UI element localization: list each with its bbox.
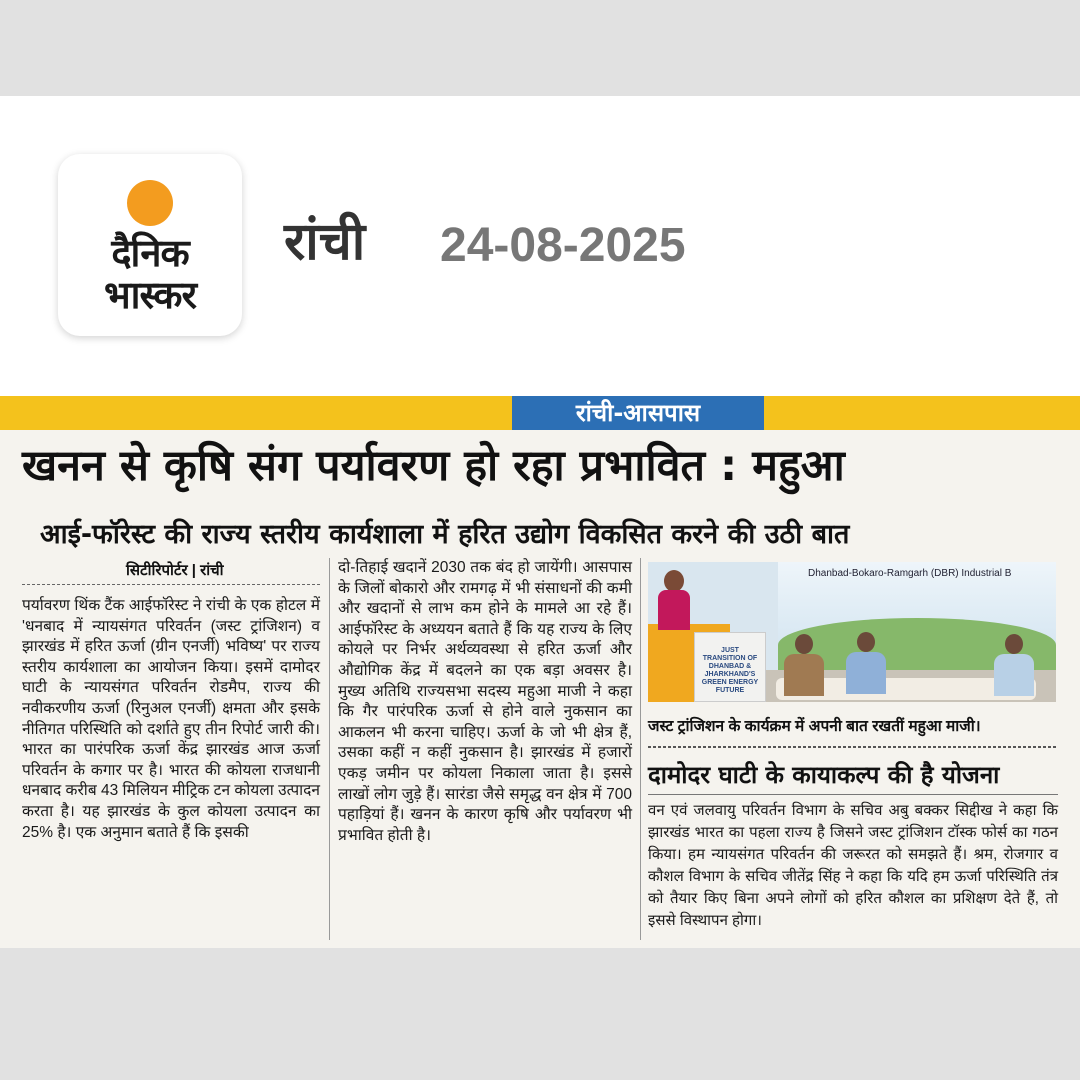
- article-column-1: पर्यावरण थिंक टैंक आईफॉरेस्ट ने रांची के एक होटल में 'धनबाद में न्यायसंगत परिवर्तन (जस्ट ट्रांजिशन) व झारखंड में हरित ऊर्जा (ग्रीन एनर्जी) भविष्य' पर राज्य स्तरीय कार्यशाला का आयोजन किया। इसमें दामोदर घाटी के न्यायसंगत परिवर्तन रोडमैप, राज्य की नवीकरणीय ऊर्जा (रिनुअल एनर्जी) क्षमता और इसके नीतिगत परिस्थिति को दर्शाते हुए तीन रिपोर्ट जारी की। भारत का पारंपरिक ऊर्जा केंद्र झारखंड आज ऊर्जा परिवर्तन के कगार पर है। भारत की कोयला राजधानी धनबाद करीब 43 मिलियन मीट्रिक टन कोयला उत्पादन करता है। यह झारखंड के कुल कोयला उत्पादन का 25% है। एक अनुमान बताते हैं कि इसकी: [22, 597, 320, 841]
- column-divider: [329, 558, 330, 940]
- article-column-2: दो-तिहाई खदानें 2030 तक बंद हो जायेंगी। आसपास के जिलों बोकारो और रामगढ़ में भी संसाधनों की कमी और खदानों से लाभ कम होने के मामले आ रहे हैं। आईफॉरेस्ट के अध्ययन बताते हैं कि यह राज्य के लिए कोयले पर निर्भर अर्थव्यवस्था से हरित ऊर्जा और औद्योगिक केंद्र में बदलने का एक बड़ा अवसर है। मुख्य अतिथि राज्यसभा सदस्य महुआ माजी ने कहा कि गैर पारंपरिक ऊर्जा से होने वाले नुकसान का आकलन भी करना चाहिए। ऊर्जा के जो भी क्षेत्र हैं, उसका कहीं न कहीं नुकसान है। झारखंड में हजारों एकड़ जमीन पर कोयला निकाला जाता है। इससे लाखों लोग जुड़े हैं। सारंडा जैसे समृद्ध वन क्षेत्र में 700 पहाड़ियां हैं। खनन के कारण कृषि और पर्यावरण भी प्रभावित होती है।: [338, 559, 632, 844]
- top-margin: [0, 0, 1080, 96]
- sun-icon: [127, 180, 173, 226]
- logo-text-line1: दैनिक: [111, 231, 189, 275]
- column-divider: [640, 558, 641, 940]
- byline-divider: [22, 584, 320, 585]
- panelist-figure: [844, 632, 888, 694]
- section-tag: रांची-आसपास: [512, 396, 764, 430]
- post-header: [0, 96, 1080, 396]
- event-photo: [648, 562, 1056, 702]
- newspaper-clipping: [0, 396, 1080, 948]
- logo-text-line2: भास्कर: [103, 273, 197, 317]
- newspaper-logo: [58, 154, 242, 336]
- photo-caption: जस्ट ट्रांजिशन के कार्यक्रम में अपनी बात रखतीं महुआ माजी।: [648, 718, 981, 735]
- article-subheadline: आई-फॉरेस्ट की राज्य स्तरीय कार्यशाला में हरित उद्योग विकसित करने की उठी बात: [40, 519, 850, 550]
- edition-date: 24-08-2025: [440, 219, 686, 272]
- edition-city: रांची: [284, 212, 366, 272]
- caption-divider: [648, 746, 1058, 748]
- speaker-figure: [658, 570, 688, 630]
- sidebar-text: वन एवं जलवायु परिवर्तन विभाग के सचिव अबु बक्कर सिद्दीख ने कहा कि झारखंड भारत का पहला राज्य है जिसने जस्ट ट्रांजिशन टॉस्क फोर्स का गठन किया। हम न्यायसंगत परिवर्तन की जरूरत को समझते हैं। श्रम, रोजगार व कौशल विभाग के सचिव जीतेंद्र सिंह ने कहा कि यदि हम ऊर्जा परिस्थिति तंत्र को तैयार किए बिना अपने लोगों को हरित कौशल का प्रशिक्षण देते हैं, तो इससे विस्थापन होगा।: [648, 802, 1058, 929]
- sidebar-heading: दामोदर घाटी के कायाकल्प की है योजना: [648, 761, 1000, 789]
- panelist-figure: [782, 634, 826, 696]
- article-headline: खनन से कृषि संग पर्यावरण हो रहा प्रभावित : महुआ: [22, 441, 845, 491]
- podium-sign: JUST TRANSITION OF DHANBAD & JHARKHAND'S GREEN ENERGY FUTURE: [694, 632, 766, 702]
- panelist-figure: [992, 634, 1036, 696]
- backdrop-text: Dhanbad-Bokaro-Ramgarh (DBR) Industrial B: [808, 568, 1012, 579]
- article-byline: सिटीरिपोर्टर | रांची: [126, 562, 224, 579]
- sidebar-divider: [648, 794, 1058, 795]
